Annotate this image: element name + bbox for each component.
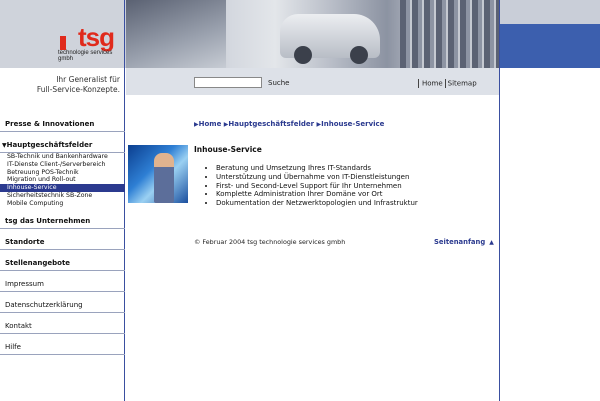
logo-area[interactable] xyxy=(0,0,125,68)
arrow-right-icon: ▶ xyxy=(223,121,229,128)
header-photo-office xyxy=(126,0,226,68)
top-links xyxy=(418,79,477,88)
nav-item-datenschutz[interactable]: Datenschutzerklärung xyxy=(0,298,125,313)
arrow-right-icon: ▶ xyxy=(194,121,199,128)
header-photo-server xyxy=(400,0,499,68)
breadcrumb-hauptgeschaeftsfelder[interactable]: Hauptgeschäftsfelder xyxy=(228,120,315,128)
search-button[interactable]: Suche xyxy=(268,79,290,87)
back-to-top-link[interactable] xyxy=(434,238,494,246)
nav-item-kontakt[interactable]: Kontakt xyxy=(0,319,125,334)
nav-sub-item[interactable]: IT-Dienste Client-/Serverbereich xyxy=(7,160,106,168)
arrow-up-icon: ▲ xyxy=(489,239,494,246)
nav-item-impressum[interactable]: Impressum xyxy=(0,277,125,292)
breadcrumb-home[interactable]: Home xyxy=(198,120,222,128)
nav-sub-item-active[interactable]: Inhouse-Service xyxy=(0,184,125,192)
nav-item-hilfe[interactable]: Hilfe xyxy=(0,340,125,355)
nav-sub-item[interactable]: Sicherheitstechnik SB-Zone xyxy=(7,191,93,199)
nav-item-presse[interactable]: Presse & Innovationen xyxy=(0,117,125,132)
header-photo-car xyxy=(280,14,380,58)
nav-item-label: Hauptgeschäftsfelder xyxy=(6,141,93,149)
tagline-line-1: Ihr Generalist für xyxy=(56,75,120,84)
list-item: • First- und Second-Level Support für Ihr Unternehmen xyxy=(216,182,418,191)
logo: tsg xyxy=(78,22,114,52)
list-item: • Dokumentation der Netzwerktopologien und Infrastruktur xyxy=(216,199,418,208)
arrow-right-icon: ▶ xyxy=(316,121,322,128)
search-input[interactable] xyxy=(194,77,262,88)
page-title: Inhouse-Service xyxy=(194,145,262,154)
list-item: • Komplette Administration Ihrer Domäne vor Ort xyxy=(216,190,418,199)
header-blue-panel xyxy=(500,24,600,68)
back-to-top-label: Seitenanfang xyxy=(434,238,486,246)
logo-mark-icon xyxy=(60,36,66,50)
home-link[interactable]: Home xyxy=(422,79,443,88)
sitemap-link[interactable]: Sitemap xyxy=(447,79,477,88)
logo-subtitle: technologie services gmbh xyxy=(58,50,113,62)
nav-sub-item[interactable]: Betreuung POS-Technik xyxy=(7,168,79,176)
divider xyxy=(418,79,419,88)
tagline-line-2: Full-Service-Konzepte. xyxy=(36,85,120,94)
sidebar-nav xyxy=(0,117,125,355)
nav-item-stellenangebote[interactable]: Stellenangebote xyxy=(0,256,125,271)
divider xyxy=(445,79,446,88)
nav-sub-item[interactable]: SB-Technik und Bankenhardware xyxy=(7,153,108,160)
divider-right xyxy=(499,0,500,401)
nav-sub-item[interactable]: Mobile Computing xyxy=(7,199,64,207)
triangle-down-icon: ▼ xyxy=(2,142,7,149)
copyright: © Februar 2004 tsg technologie services gmbh xyxy=(194,238,346,246)
nav-item-unternehmen[interactable]: tsg das Unternehmen xyxy=(0,214,125,229)
tagline xyxy=(0,75,120,95)
list-item: • Unterstützung und Übernahme von IT-Dienstleistungen xyxy=(216,173,418,182)
nav-item-standorte[interactable]: Standorte xyxy=(0,235,125,250)
list-item: • Beratung und Umsetzung Ihres IT-Standards xyxy=(216,164,418,173)
service-list xyxy=(206,164,418,208)
nav-sub-item[interactable]: Migration und Roll-out xyxy=(7,176,76,184)
service-technician-photo xyxy=(128,145,188,203)
nav-item-hauptgeschaeftsfelder[interactable] xyxy=(0,138,125,153)
breadcrumb-current[interactable]: Inhouse-Service xyxy=(321,120,385,128)
breadcrumb xyxy=(194,120,384,128)
